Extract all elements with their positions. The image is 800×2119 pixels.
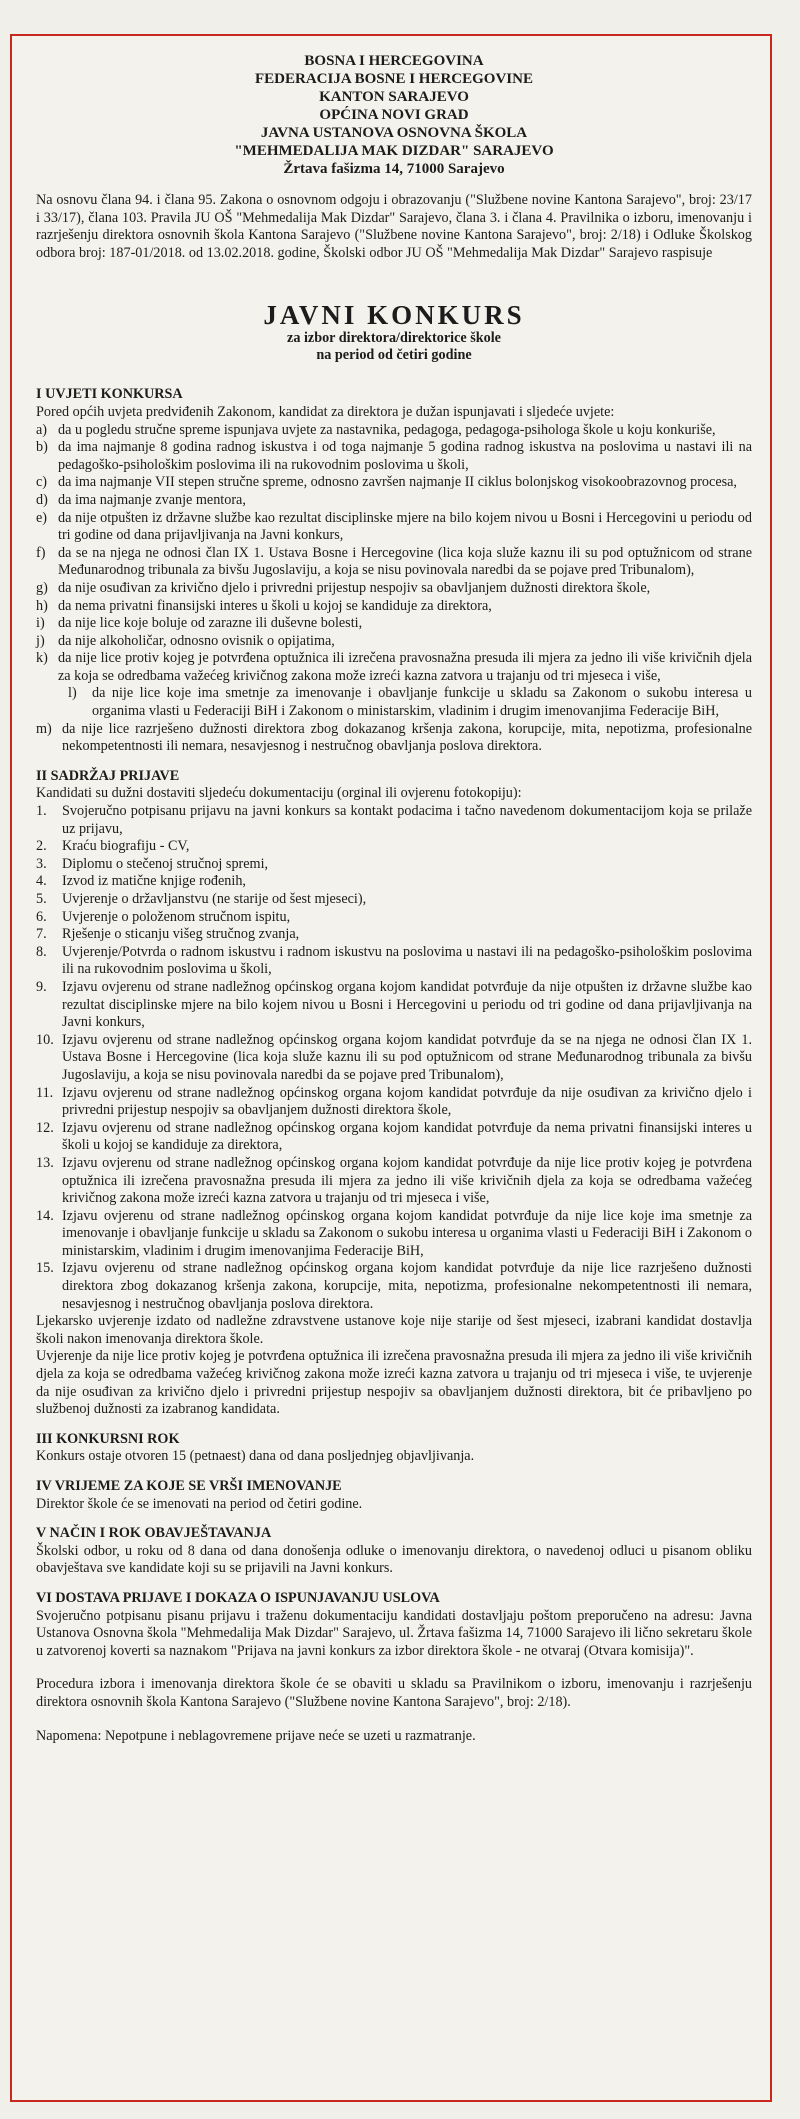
header-line: OPĆINA NOVI GRAD [319,107,469,123]
list-item [36,979,752,1032]
list-item [36,838,752,856]
list-item-text: Izvod iz matične knjige rođenih, [62,873,246,890]
list-marker: h) [36,597,48,614]
list-marker: f) [36,544,46,561]
notice-subtitle-period: na period od četiri godine [316,347,472,364]
term-text: Direktor škole će se imenovati na period od četiri godine. [36,1495,363,1512]
list-item-text: Svojeručno potpisanu prijavu na javni konkurs sa kontakt podacima i tačno navedenom dokumentacijom koja se prilaže uz prijavu, [62,803,752,837]
list-item-text: da nije lice protiv kojeg je potvrđena optužnica ili izrečena pravosnažna presuda ili mjera za jedno ili više krivičnih djela za koja se odredbama važećeg krivičnog zakona može izreći kazna zatvora u trajanju od tri mjeseca i više, [58,650,752,684]
list-marker: j) [36,632,45,649]
list-item [36,492,752,510]
list-item [36,909,752,927]
list-item [36,803,752,838]
list-item-text: Diplomu o stečenoj stručnoj spremi, [62,855,269,872]
section-heading-notification: V NAČIN I ROK OBAVJEŠTAVANJA [36,1525,272,1542]
section-heading-submission: VI DOSTAVA PRIJAVE I DOKAZA O ISPUNJAVANJU USLOVA [36,1589,440,1606]
list-marker: g) [36,579,48,596]
list-marker: 7. [36,926,47,943]
list-marker: l) [68,685,77,702]
list-item-text: Izjavu ovjerenu od strane nadležnog općinskog organa kojom kandidat potvrđuje da nije osuđivan za krivično djelo i privredni prijestup nespojiv sa obavljanjem dužnosti direktora škole, [62,1084,752,1119]
notice-frame [10,34,772,2102]
list-item-text: da nema privatni finansijski interes u školi u kojoj se kandiduje za direktora, [58,597,492,614]
list-marker: m) [36,720,52,737]
list-marker: 14. [36,1207,54,1224]
list-item [36,474,752,492]
list-item-text: Izjavu ovjerenu od strane nadležnog općinskog organa kojom kandidat potvrđuje da se na njega ne odnosi član IX 1. Ustava Bosne i Hercegovine (lica koja služe kaznu ili su pod optužnicom od strane Međunarodnog tribunala za bivšu Jugoslaviju, a koja se nisu povinovala naredbi da se pojave pred Tribunalom), [62,1031,752,1083]
list-item-text: da ima najmanje VII stepen stručne spreme, odnosno završen najmanje II ciklus bolonjskog visokoobrazovnog procesa, [58,474,737,491]
list-marker: 10. [36,1031,54,1048]
list-marker: 4. [36,873,47,890]
submission-text: Svojeručno potpisanu pisanu prijavu i traženu dokumentaciju kandidati dostavljaju poštom preporučeno na adresu: Javna Ustanova Osnovna škola "Mehmedalija Mak Dizdar" Sarajevo, ul. Žrtava fašizma 14, 71000 Sarajevo ili lično sekretaru škole u zatvorenoj koverti sa naznakom "Prijava na javni konkurs za izbor direktora škole - ne otvaraj (Otvara komisija)". [36,1607,752,1659]
list-item [36,1260,752,1313]
list-item-text: Izjavu ovjerenu od strane nadležnog općinskog organa kojom kandidat potvrđuje da nije lice razrješeno dužnosti direktora zbog dokazanog kršenja zakona, korupcije, mita, nepotizma, profesionalne nekompetentnosti ili nemara, nesavjesnog i nestručnog obavljanja poslova direktora. [62,1260,752,1312]
list-marker: 3. [36,855,47,872]
list-marker: 12. [36,1119,54,1136]
section-lead: Pored općih uvjeta predviđenih Zakonom, kandidat za direktora je dužan ispunjavati i sljedeće uvjete: [36,403,615,420]
list-item [36,1085,752,1120]
procedure-text: Procedura izbora i imenovanja direktora škole će se obaviti u skladu sa Pravilnikom o izboru, imenovanju i razrješenju direktora osnovnih škola Kantona Sarajevo ("Službene novine Kantona Sarajevo", broj: 2/18). [36,1676,752,1710]
deadline-text: Konkurs ostaje otvoren 15 (petnaest) dana od dana posljednjeg objavljivanja. [36,1448,475,1465]
list-item [36,1032,752,1085]
list-item [36,650,752,685]
list-item-text: da ima najmanje 8 godina radnog iskustva i od toga najmanje 5 godina radnog iskustva na poslovima u nastavi ili na pedagoško-psihološkim poslovima ili na rukovodnim poslovima u školi, [58,439,752,473]
section-heading-term: IV VRIJEME ZA KOJE SE VRŠI IMENOVANJE [36,1478,342,1494]
list-marker: 2. [36,838,47,855]
list-item-text: Uvjerenje o položenom stručnom ispitu, [62,908,291,925]
list-item [36,615,752,633]
list-item [36,891,752,909]
medical-certificate-note: Ljekarsko uvjerenje izdato od nadležne zdravstvene ustanove koje nije starije od šest mjeseci, izabrani kandidat dostavlja školi nakon imenovanja direktora škole. [36,1313,752,1347]
list-item [36,685,752,720]
title-block [36,300,752,364]
list-item-text: Kraću biografiju - CV, [62,838,190,855]
header-line: FEDERACIJA BOSNE I HERCEGOVINE [255,71,533,87]
list-item [36,510,752,545]
list-marker: 15. [36,1260,54,1277]
list-item-text: da u pogledu stručne spreme ispunjava uvjete za nastavnika, pedagoga, pedagoga-psihologa škole u koju konkuriše, [58,421,716,438]
header-line: JAVNA USTANOVA OSNOVNA ŠKOLA [260,125,528,141]
criminal-record-note: Uvjerenje da nije lice protiv kojeg je potvrđena optužnica ili izrečena pravosnažna presuda ili mjera za jedno ili više krivičnih djela za koja se odredbama važećeg krivičnog zakona može izreći kazna zatvora u trajanju od tri mjeseca i više, te uvjerenje da nije osuđivan za krivično djelo i privredni prijestup nespojiv sa obavljanjem dužnosti direktora, bit će pribavljeno po službenoj dužnosti za izabranog kandidata. [36,1348,752,1418]
list-item [36,944,752,979]
list-item [36,633,752,651]
list-marker: 8. [36,943,47,960]
section-heading-conditions: I UVJETI KONKURSA [36,386,183,403]
list-item-text: da ima najmanje zvanje mentora, [58,491,246,508]
legal-basis-paragraph: Na osnovu člana 94. i člana 95. Zakona o osnovnom odgoju i obrazovanju ("Službene novine Kantona Sarajevo", broj: 23/17 i 33/17), člana 103. Pravila JU OŠ "Mehmedalija Mak Dizdar" Sarajevo, člana 3. i člana 4. Pravilnika o izboru, imenovanju i razrješenju direktora osnovnih škola Kantona Sarajevo ("Službene novine Kantona Sarajevo", broj: 2/18) i Odluke Školskog odbora broj: 187-01/2018. od 13.02.2018. godine, Školski odbor JU OŠ "Mehmedalija Mak Dizdar" Sarajevo raspisuje [36,192,752,261]
list-item [36,1208,752,1261]
list-item-text: Uvjerenje/Potvrda o radnom iskustvu i radnom iskustvu na poslovima u nastavi ili na pedagoško-psihološkim poslovima ili na rukovodnim poslovima u školi, [62,943,752,978]
list-item [36,873,752,891]
list-item [36,926,752,944]
list-item [36,721,752,756]
list-marker: d) [36,491,48,508]
list-item-text: da se na njega ne odnosi član IX 1. Ustava Bosne i Hercegovine (lica koja služe kaznu ili su pod optužnicom od strane Međunarodnog tribunala za bivšu Jugoslaviju, a koja se nisu povinovala naredbi da se pojave pred Tribunalom), [58,544,752,579]
list-item [36,422,752,440]
conditions-list [36,422,752,686]
list-item [36,545,752,580]
list-marker: k) [36,650,48,667]
header-line: Žrtava fašizma 14, 71000 Sarajevo [283,161,505,177]
header-line: "MEHMEDALIJA MAK DIZDAR" SARAJEVO [234,143,554,159]
list-item [36,598,752,616]
list-item [36,1120,752,1155]
section-heading-deadline: III KONKURSNI ROK [36,1430,180,1447]
list-marker: c) [36,474,48,491]
list-marker: 11. [36,1084,54,1101]
list-item-text: da nije lice koje ima smetnje za imenovanje i obavljanje funkcije u skladu sa Zakonom o sukobu interesa u organima vlasti u Federaciji BiH i Zakonom o ministarskim, vladinim i drugim imenovanjima Federacije BiH, [92,685,752,720]
section-heading-application-content: II SADRŽAJ PRIJAVE [36,767,180,784]
list-marker: 5. [36,891,47,907]
notice-title: JAVNI KONKURS [263,300,525,331]
list-item-text: Izjavu ovjerenu od strane nadležnog općinskog organa kojom kandidat potvrđuje da nije lice protiv kojeg je potvrđena optužnica ili izrečena pravosnažna presuda ili mjera za jedno ili više krivičnih djela za koja se odredbama važećeg krivičnog zakona može izreći kazna zatvora u trajanju od tri mjeseca i više, [62,1154,752,1207]
list-item [36,439,752,474]
header-line: KANTON SARAJEVO [319,89,469,105]
list-item-text: Izjavu ovjerenu od strane nadležnog općinskog organa kojom kandidat potvrđuje da nije otpušten iz državne službe kao rezultat disciplinske mjere na bilo kojem nivou u Bosni i Hercegovini u periodu od tri godine od dana prijavljivanja na Javni konkurs, [62,978,752,1031]
list-item-text: da nije otpušten iz državne službe kao rezultat disciplinske mjere na bilo kojem nivou u Bosni i Hercegovini u periodu od tri godine od dana prijavljivanja na Javni konkurs, [58,509,752,544]
list-item-text: da nije lice razrješeno dužnosti direktora zbog dokazanog kršenja zakona, korupcije, mita, nepotizma, profesionalne nekompetentnosti ili nemara, nesavjesnog i nestručnog obavljanja poslova direktora. [62,720,752,755]
list-marker: i) [36,615,45,632]
list-item [36,856,752,874]
list-item-text: Izjavu ovjerenu od strane nadležnog općinskog organa kojom kandidat potvrđuje da nema privatni finansijski interes u školi u kojoj se kandiduje za direktora, [62,1119,752,1154]
list-marker: b) [36,439,48,456]
header-line: BOSNA I HERCEGOVINA [304,53,484,69]
list-item-text: da nije osuđivan za krivično djelo i privredni prijestup nespojiv sa obavljanjem dužnosti direktora škole, [58,579,651,596]
list-item-text: Uvjerenje o državljanstvu (ne starije od šest mjeseci), [62,891,367,907]
institution-header [36,52,752,178]
list-marker: e) [36,509,48,526]
list-marker: 1. [36,803,47,820]
notice-subtitle: za izbor direktora/direktorice škole [287,330,501,347]
list-marker: 9. [36,978,47,995]
list-marker: 13. [36,1154,54,1171]
list-marker: a) [36,421,48,438]
section-lead: Kandidati su dužni dostaviti sljedeću dokumentaciju (orginal ili ovjerenu fotokopiju): [36,785,522,802]
list-item-text: Rješenje o sticanju višeg stručnog zvanja, [62,926,300,943]
notification-text: Školski odbor, u roku od 8 dana od dana donošenja odluke o imenovanju direktora, o navedenoj odluci u pisanom obliku obavještava sve kandidate koji su se prijavili na Javni konkurs. [36,1542,752,1577]
list-item [36,580,752,598]
note-text: Napomena: Nepotpune i neblagovremene prijave neće se uzeti u razmatranje. [36,1727,476,1744]
list-item-text: Izjavu ovjerenu od strane nadležnog općinskog organa kojom kandidat potvrđuje da nije lice koje ima smetnje za imenovanje i obavljanje funkcije u skladu sa Zakonom o sukobu interesa u organima vlasti u Federaciji BiH i Zakonom o ministarskim, vladinim i drugim imenovanjima Federacije BiH, [62,1207,752,1259]
list-item-text: da nije lice koje boluje od zarazne ili duševne bolesti, [58,615,363,632]
list-item-text: da nije alkoholičar, odnosno ovisnik o opijatima, [58,632,335,649]
list-marker: 6. [36,908,47,925]
list-item [36,1155,752,1208]
documents-list [36,803,752,1313]
